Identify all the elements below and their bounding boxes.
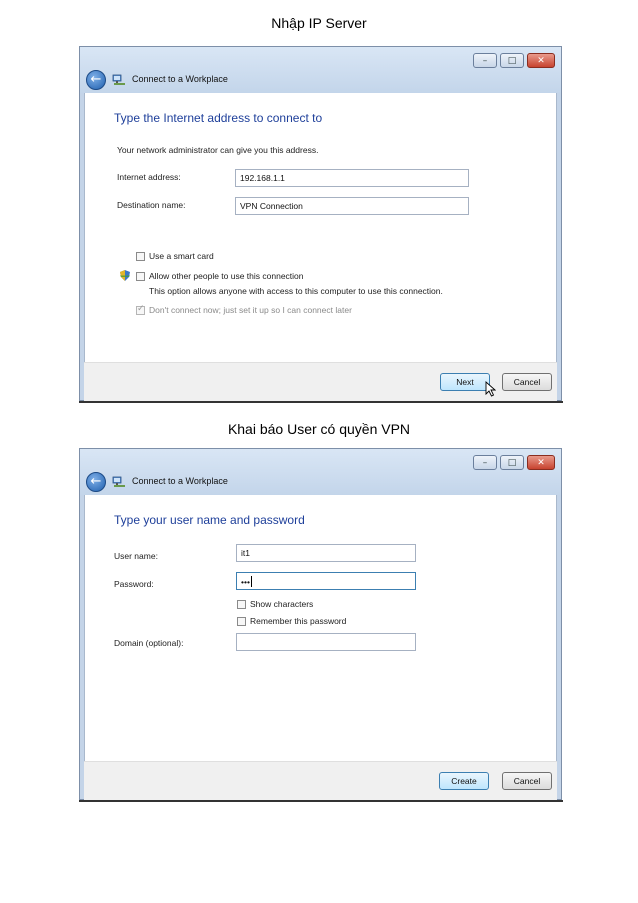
- show-characters-checkbox[interactable]: [237, 600, 246, 609]
- show-characters-label: Show characters: [250, 599, 314, 609]
- mouse-pointer-icon: [485, 381, 496, 397]
- next-button[interactable]: Next: [440, 373, 490, 391]
- internet-address-input[interactable]: 192.168.1.1: [235, 169, 469, 187]
- back-arrow-icon[interactable]: ←: [86, 70, 106, 90]
- title-bar: [80, 449, 561, 495]
- create-button[interactable]: Create: [439, 772, 489, 790]
- destination-name-input[interactable]: VPN Connection: [235, 197, 469, 215]
- window-controls: [473, 455, 555, 470]
- separator-line: [79, 800, 563, 802]
- uac-shield-icon: [120, 270, 130, 281]
- smart-card-checkbox[interactable]: [136, 252, 145, 261]
- close-button[interactable]: ✕: [527, 455, 555, 470]
- minimize-button[interactable]: –: [473, 455, 497, 470]
- info-text: Your network administrator can give you this address.: [117, 145, 319, 155]
- button-bar: [84, 761, 557, 800]
- connect-dialog-credentials: [79, 448, 562, 800]
- caption-enter-ip-server: Nhập IP Server: [271, 15, 367, 31]
- dialog-content: [84, 495, 557, 761]
- minimize-button[interactable]: –: [473, 53, 497, 68]
- remember-password-label: Remember this password: [250, 616, 347, 626]
- separator-line: [79, 401, 563, 403]
- dont-connect-checkbox[interactable]: [136, 306, 145, 315]
- network-connection-icon: [112, 73, 126, 87]
- domain-label: Domain (optional):: [114, 638, 184, 648]
- maximize-button[interactable]: □: [500, 455, 524, 470]
- internet-address-label: Internet address:: [117, 172, 181, 182]
- text-caret: [251, 576, 252, 587]
- password-input[interactable]: [236, 572, 416, 590]
- window-title: Connect to a Workplace: [132, 476, 228, 486]
- close-button[interactable]: ✕: [527, 53, 555, 68]
- allow-others-checkbox[interactable]: [136, 272, 145, 281]
- allow-others-note: This option allows anyone with access to this computer to use this connection.: [149, 286, 443, 296]
- smart-card-label: Use a smart card: [149, 251, 214, 261]
- connect-dialog-address: [79, 46, 562, 401]
- cancel-button[interactable]: Cancel: [502, 373, 552, 391]
- page-heading: Type the Internet address to connect to: [114, 111, 323, 125]
- page-heading: Type your user name and password: [114, 513, 305, 527]
- username-label: User name:: [114, 551, 158, 561]
- remember-password-checkbox[interactable]: [237, 617, 246, 626]
- window-title: Connect to a Workplace: [132, 74, 228, 84]
- maximize-button[interactable]: □: [500, 53, 524, 68]
- cancel-button[interactable]: Cancel: [502, 772, 552, 790]
- password-value: •••: [241, 577, 250, 587]
- domain-input[interactable]: [236, 633, 416, 651]
- network-connection-icon: [112, 475, 126, 489]
- password-label: Password:: [114, 579, 154, 589]
- username-input[interactable]: it1: [236, 544, 416, 562]
- caption-vpn-user: Khai báo User có quyền VPN: [227, 421, 411, 437]
- title-bar: [80, 47, 561, 93]
- dont-connect-label: Don't connect now; just set it up so I can connect later: [149, 305, 352, 315]
- window-controls: [473, 53, 555, 68]
- button-bar: [84, 362, 557, 401]
- dialog-content: [84, 93, 557, 362]
- back-arrow-icon[interactable]: ←: [86, 472, 106, 492]
- allow-others-label: Allow other people to use this connection: [149, 271, 304, 281]
- destination-name-label: Destination name:: [117, 200, 186, 210]
